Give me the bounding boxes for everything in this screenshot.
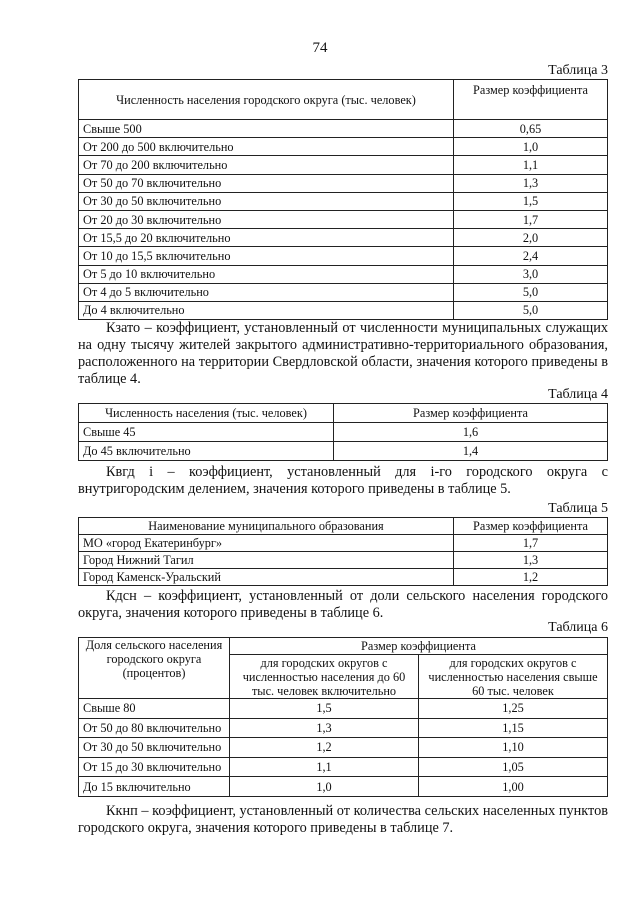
table-row (79, 247, 608, 265)
row-label: Город Нижний Тагил (79, 552, 454, 569)
row-value: 1,25 (419, 699, 608, 719)
table-row (79, 138, 608, 156)
table6-caption: Таблица 6 (548, 620, 608, 635)
row-label: От 20 до 30 включительно (79, 210, 454, 228)
table6-header-large: для городских округов с численностью населения свыше 60 тыс. человек (419, 655, 608, 699)
row-value: 1,6 (334, 423, 608, 442)
row-value: 1,4 (334, 442, 608, 461)
row-value: 3,0 (454, 265, 608, 283)
table4-header-population: Численность населения (тыс. человек) (79, 404, 334, 423)
paragraph-kdsn: Кдсн – коэффициент, установленный от доли сельского населения городского округа, значения которого приведены в таблице 6. (78, 588, 608, 621)
row-value: 1,5 (230, 699, 419, 719)
table3 (78, 79, 608, 320)
table-row (79, 174, 608, 192)
table6 (78, 637, 608, 797)
paragraph-kvgd: Квгд i – коэффициент, установленный для i-го городского округа с внутригородским делением, значения которого приведены в таблице 5. (78, 464, 608, 497)
row-value: 1,10 (419, 738, 608, 758)
row-label: От 30 до 50 включительно (79, 738, 230, 758)
row-value: 1,2 (230, 738, 419, 758)
table4-caption: Таблица 4 (548, 387, 608, 402)
table-row (79, 192, 608, 210)
row-label: От 70 до 200 включительно (79, 156, 454, 174)
table-row (79, 699, 608, 719)
row-label: До 4 включительно (79, 301, 454, 319)
row-value: 1,5 (454, 192, 608, 210)
row-value: 1,0 (454, 138, 608, 156)
table4-header-coefficient: Размер коэффициента (334, 404, 608, 423)
row-value: 0,65 (454, 120, 608, 138)
table4 (78, 403, 608, 461)
row-label: От 10 до 15,5 включительно (79, 247, 454, 265)
paragraph-kknp: Ккнп – коэффициент, установленный от количества сельских населенных пунктов городского округа, значения которого приведены в таблице 7. (78, 803, 608, 836)
row-value: 1,2 (454, 569, 608, 586)
table-row (79, 718, 608, 738)
row-value: 5,0 (454, 301, 608, 319)
table-row (79, 738, 608, 758)
table-row (79, 423, 608, 442)
table5 (78, 517, 608, 586)
row-value: 1,00 (419, 777, 608, 797)
paragraph-kzato: Кзато – коэффициент, установленный от численности муниципальных служащих на одну тысячу жителей закрытого административно-территориального образования, расположенного на территории Свердловской области, значения которого приведены в таблице 4. (78, 320, 608, 387)
row-label: До 45 включительно (79, 442, 334, 461)
row-label: Свыше 45 (79, 423, 334, 442)
table-row (79, 210, 608, 228)
row-label: От 4 до 5 включительно (79, 283, 454, 301)
table-row (79, 265, 608, 283)
row-label: От 15,5 до 20 включительно (79, 229, 454, 247)
row-value: 1,7 (454, 210, 608, 228)
row-label: От 15 до 30 включительно (79, 757, 230, 777)
row-value: 1,15 (419, 718, 608, 738)
row-value: 1,0 (230, 777, 419, 797)
row-value: 1,05 (419, 757, 608, 777)
row-label: Свыше 500 (79, 120, 454, 138)
table5-header-coefficient: Размер коэффициента (454, 518, 608, 535)
row-label: Свыше 80 (79, 699, 230, 719)
row-value: 2,0 (454, 229, 608, 247)
page-number: 74 (312, 40, 328, 56)
table6-header-group: Размер коэффициента (230, 638, 608, 655)
table-row (79, 156, 608, 174)
row-label: От 30 до 50 включительно (79, 192, 454, 210)
table5-caption: Таблица 5 (548, 501, 608, 516)
table-row (79, 757, 608, 777)
row-value: 1,3 (230, 718, 419, 738)
table-row (79, 229, 608, 247)
table-row (79, 301, 608, 319)
row-value: 1,3 (454, 552, 608, 569)
table6-header-small: для городских округов с численностью населения до 60 тыс. человек включительно (230, 655, 419, 699)
table-row (79, 120, 608, 138)
row-label: От 5 до 10 включительно (79, 265, 454, 283)
table-row (79, 777, 608, 797)
row-label: МО «город Екатеринбург» (79, 535, 454, 552)
row-label: От 200 до 500 включительно (79, 138, 454, 156)
row-value: 1,1 (454, 156, 608, 174)
table6-header-share: Доля сельского населения городского округа (процентов) (79, 638, 230, 699)
row-value: 1,7 (454, 535, 608, 552)
table3-caption: Таблица 3 (548, 63, 608, 78)
table-row (79, 442, 608, 461)
table3-header-population: Численность населения городского округа (тыс. человек) (79, 80, 454, 120)
row-value: 2,4 (454, 247, 608, 265)
row-label: До 15 включительно (79, 777, 230, 797)
table-row (79, 283, 608, 301)
table-row (79, 569, 608, 586)
row-value: 5,0 (454, 283, 608, 301)
row-value: 1,3 (454, 174, 608, 192)
table-row (79, 552, 608, 569)
row-label: Город Каменск-Уральский (79, 569, 454, 586)
row-label: От 50 до 80 включительно (79, 718, 230, 738)
row-label: От 50 до 70 включительно (79, 174, 454, 192)
table5-header-name: Наименование муниципального образования (79, 518, 454, 535)
row-value: 1,1 (230, 757, 419, 777)
table3-header-coefficient: Размер коэффициента (454, 80, 608, 120)
table-row (79, 535, 608, 552)
